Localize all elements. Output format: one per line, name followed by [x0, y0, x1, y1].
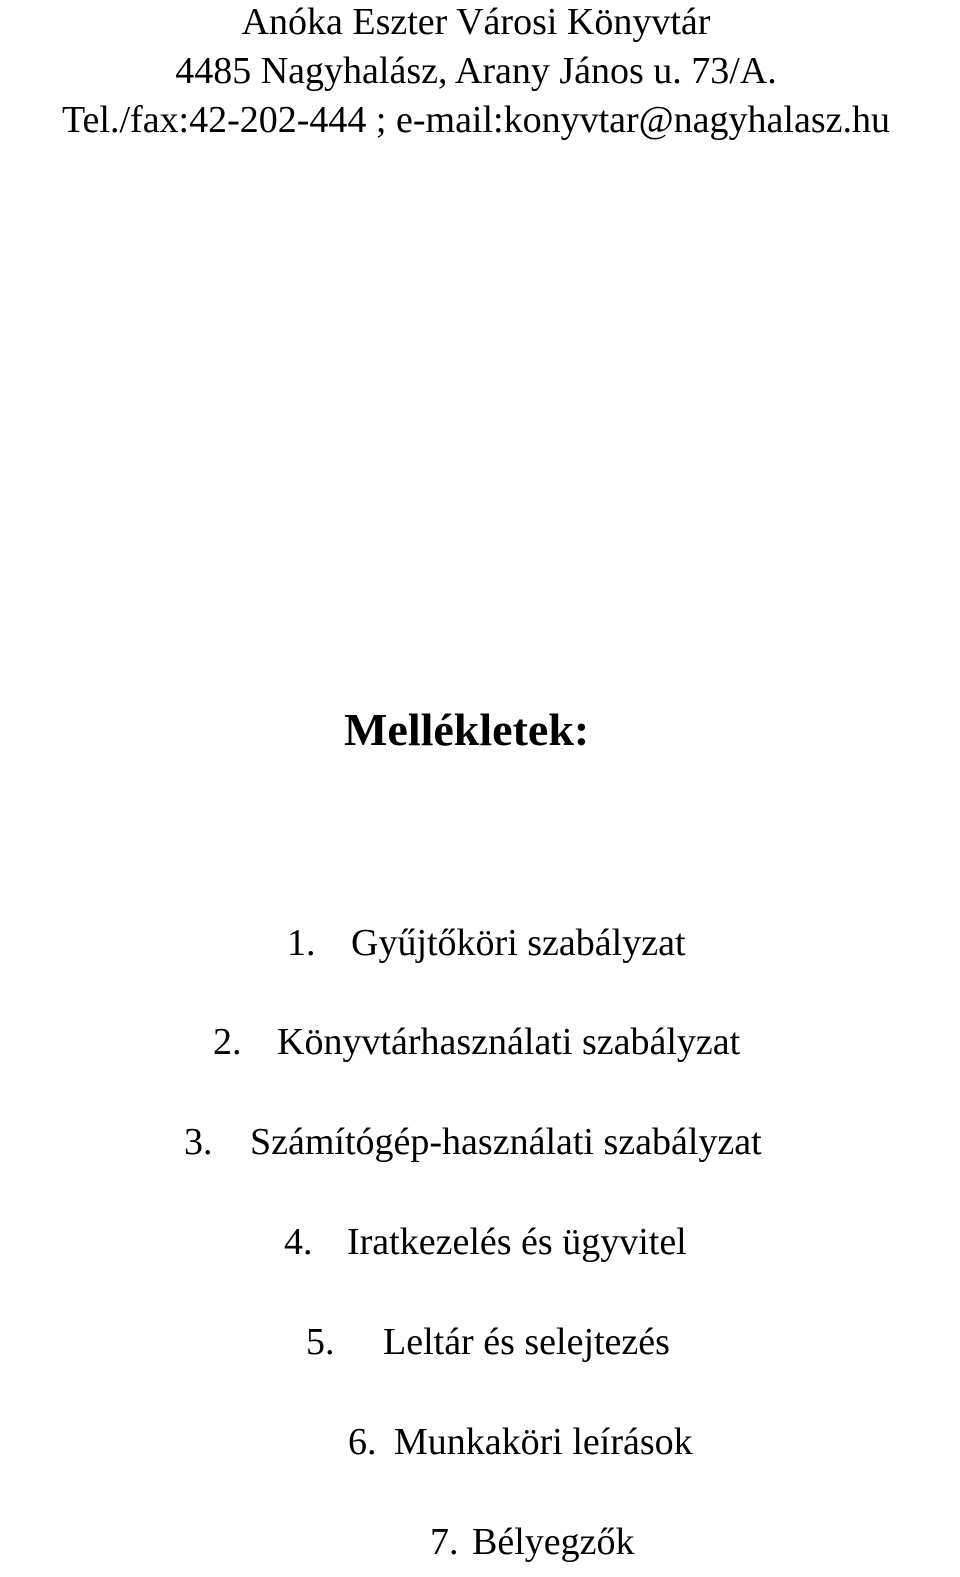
list-item-number: 7.	[430, 1521, 459, 1563]
list-item-number: 1.	[287, 922, 316, 964]
list-item-label: Gyűjtőköri szabályzat	[351, 922, 686, 964]
list-item-number: 4.	[284, 1221, 313, 1263]
list-item-number: 2.	[213, 1021, 242, 1063]
library-name: Anóka Eszter Városi Könyvtár	[241, 1, 711, 43]
annexes-title: Mellékletek:	[344, 704, 590, 755]
list-item-label: Iratkezelés és ügyvitel	[347, 1221, 687, 1263]
list-item-number: 3.	[184, 1121, 213, 1163]
list-item-number: 5.	[306, 1321, 335, 1363]
list-item-label: Könyvtárhasználati szabályzat	[277, 1021, 741, 1063]
list-item-label: Számítógép-használati szabályzat	[250, 1121, 762, 1163]
library-contact: Tel./fax:42-202-444 ; e-mail:konyvtar@nagyhalasz.hu	[62, 99, 890, 141]
list-item-number: 6.	[348, 1421, 377, 1463]
library-address: 4485 Nagyhalász, Arany János u. 73/A.	[175, 50, 777, 92]
list-item-label: Bélyegzők	[472, 1521, 635, 1563]
list-item-label: Munkaköri leírások	[394, 1421, 693, 1463]
list-item-label: Leltár és selejtezés	[383, 1321, 670, 1363]
